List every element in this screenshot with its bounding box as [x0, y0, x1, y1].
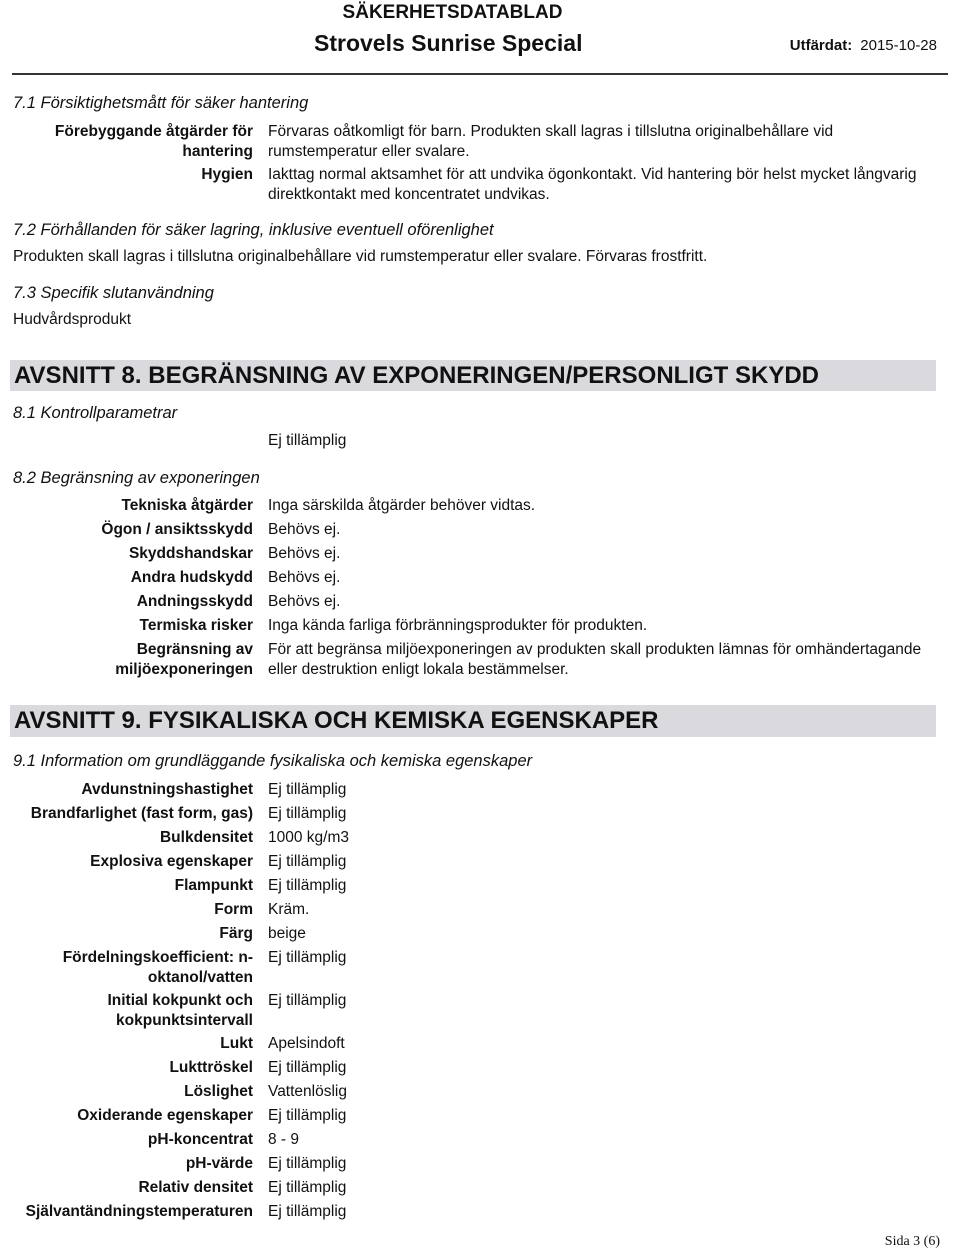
property-value: Ej tillämplig: [268, 992, 347, 1009]
property-value: 1000 kg/m3: [268, 829, 349, 846]
row-value: Inga kända farliga förbränningsprodukter för produkten.: [268, 617, 648, 634]
row-value: Inga särskilda åtgärder behöver vidtas.: [268, 497, 536, 514]
property-value: Ej tillämplig: [268, 853, 347, 870]
property-label: Brandfarlighet (fast form, gas): [30, 805, 253, 822]
row-value: Förvaras oåtkomligt för barn. Produkten skall lagras i tillslutna originalbehållare vid rumstemperatur eller svalare.: [268, 123, 834, 160]
property-value: Ej tillämplig: [268, 877, 347, 894]
property-label: Initial kokpunkt och kokpunktsintervall: [107, 992, 253, 1029]
property-value: Ej tillämplig: [268, 781, 347, 798]
property-value: Ej tillämplig: [268, 1155, 347, 1172]
subsection-7-2-title: 7.2 Förhållanden för säker lagring, inklusive eventuell oförenlighet: [13, 221, 494, 239]
product-name: Strovels Sunrise Special: [314, 30, 583, 56]
property-value: Ej tillämplig: [268, 1059, 347, 1076]
storage-conditions-text: Produkten skall lagras i tillslutna originalbehållare vid rumstemperatur eller svalare. Förvaras frostfritt.: [13, 248, 708, 265]
subsection-7-3-title: 7.3 Specifik slutanvändning: [13, 284, 214, 302]
property-label: Avdunstningshastighet: [81, 781, 253, 798]
property-value: Vattenlöslig: [268, 1083, 347, 1100]
section-8-heading: AVSNITT 8. BEGRÄNSNING AV EXPONERINGEN/PERSONLIGT SKYDD: [10, 360, 936, 391]
row-label: Andra hudskydd: [130, 569, 253, 586]
property-label: Fördelningskoefficient: n-oktanol/vatten: [62, 949, 253, 986]
property-label: Lukt: [220, 1035, 253, 1052]
subsection-9-1-title: 9.1 Information om grundläggande fysikaliska och kemiska egenskaper: [13, 752, 533, 770]
property-label: Oxiderande egenskaper: [77, 1107, 253, 1124]
property-label: Flampunkt: [174, 877, 253, 894]
property-label: Självantändningstemperaturen: [25, 1203, 253, 1220]
property-label: Lukttröskel: [169, 1059, 253, 1076]
row-label: Förebyggande åtgärder för hantering: [54, 123, 253, 160]
subsection-7-1-title: 7.1 Försiktighetsmått för säker hantering: [13, 94, 309, 112]
row-value: Behövs ej.: [268, 545, 341, 562]
document-title: SÄKERHETSDATABLAD: [342, 2, 563, 23]
row-value: Iakttag normal aktsamhet för att undvika ögonkontakt. Vid hantering bör helst mycket långvarig direktkontakt med koncentratet undvikas.: [268, 166, 917, 203]
row-value: Behövs ej.: [268, 569, 341, 586]
property-value: Ej tillämplig: [268, 805, 347, 822]
row-label: Ögon / ansiktsskydd: [101, 521, 253, 538]
section-9-heading: AVSNITT 9. FYSIKALISKA OCH KEMISKA EGENSKAPER: [10, 705, 936, 737]
property-label: Bulkdensitet: [159, 829, 253, 846]
row-label: Termiska risker: [139, 617, 253, 634]
property-label: pH-värde: [185, 1155, 253, 1172]
property-label: Löslighet: [184, 1083, 253, 1100]
row-label: Andningsskydd: [136, 593, 253, 610]
property-value: Apelsindoft: [268, 1035, 345, 1052]
issued-label: Utfärdat:: [789, 37, 853, 54]
row-label: Hygien: [201, 166, 253, 183]
row-value: Behövs ej.: [268, 521, 341, 538]
property-value: Ej tillämplig: [268, 1179, 347, 1196]
specific-end-use-text: Hudvårdsprodukt: [13, 311, 132, 328]
property-label: Form: [214, 901, 253, 918]
page-number: Sida 3 (6): [884, 1234, 940, 1249]
property-value: Ej tillämplig: [268, 949, 347, 966]
property-value: Kräm.: [268, 901, 310, 918]
row-value: För att begränsa miljöexponeringen av produkten skall produkten lämnas för omhändertagande eller destruktion enligt lokala bestämmelser.: [268, 641, 922, 678]
issued-date: 2015-10-28: [860, 37, 937, 54]
property-label: Explosiva egenskaper: [90, 853, 253, 870]
property-value: beige: [268, 925, 306, 942]
property-label: Färg: [219, 925, 253, 942]
property-label: pH-koncentrat: [147, 1131, 253, 1148]
property-value: 8 - 9: [268, 1131, 300, 1148]
property-value: Ej tillämplig: [268, 1107, 347, 1124]
property-label: Relativ densitet: [138, 1179, 253, 1196]
subsection-8-1-title: 8.1 Kontrollparametrar: [13, 404, 178, 422]
header-divider: [12, 73, 948, 75]
row-label: Skyddshandskar: [128, 545, 253, 562]
subsection-8-2-title: 8.2 Begränsning av exponeringen: [13, 469, 260, 487]
row-label: Begränsning av miljöexponeringen: [115, 641, 253, 678]
row-value: Behövs ej.: [268, 593, 341, 610]
issued-date-block: [790, 37, 937, 54]
row-label: Tekniska åtgärder: [121, 497, 253, 514]
control-parameters-value: Ej tillämplig: [268, 432, 347, 449]
property-value: Ej tillämplig: [268, 1203, 347, 1220]
